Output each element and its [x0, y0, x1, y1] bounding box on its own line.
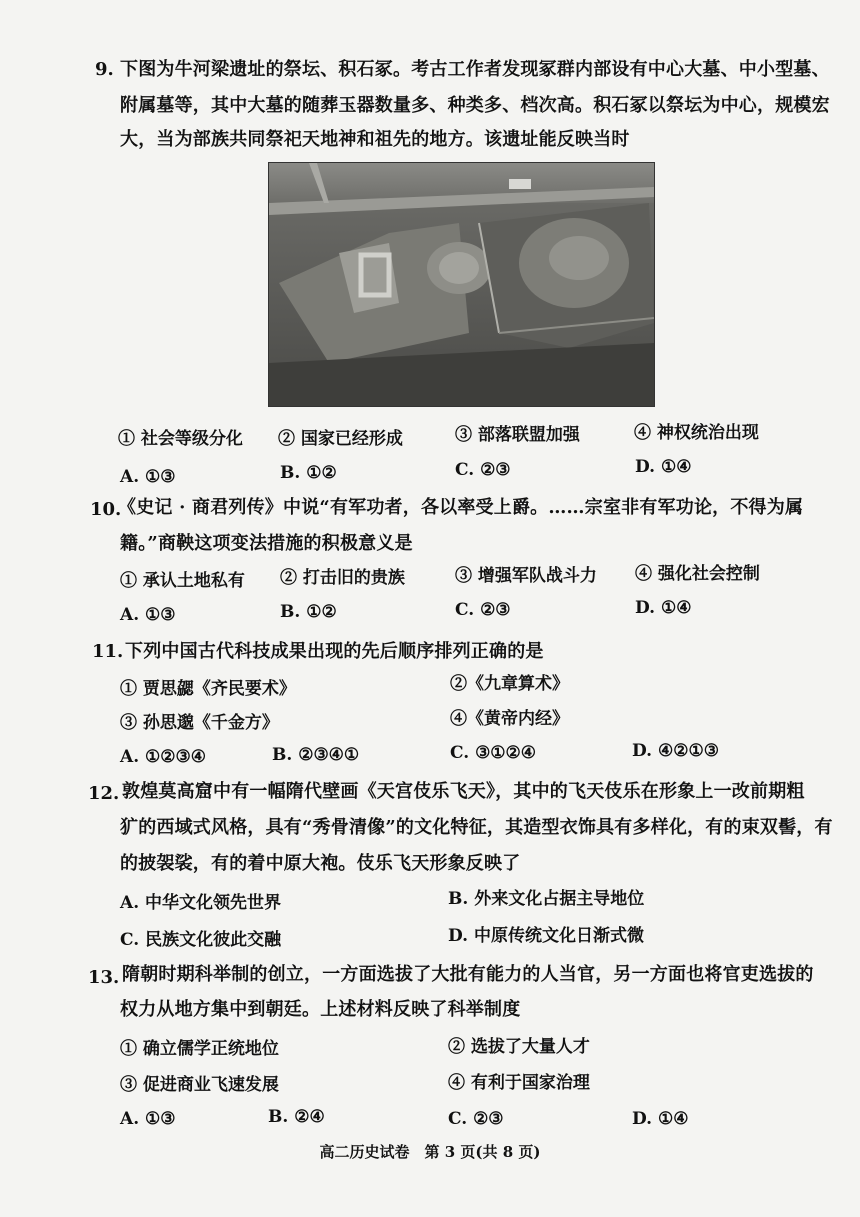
question-text-line: 隋朝时期科举制的创立，一方面选拔了大批有能力的人当官，另一方面也将官吏选拔的	[122, 964, 814, 985]
choice-c[interactable]: C. ②③	[448, 1109, 504, 1129]
question-text-line: 大，当为部族共同祭祀天地神和祖先的地方。该遗址能反映当时	[120, 129, 630, 150]
choice-d[interactable]: D. ④②①③	[632, 741, 719, 761]
choice-a[interactable]: A. 中华文化领先世界	[120, 893, 282, 913]
question-number: 13.	[88, 967, 120, 988]
choice-c[interactable]: C. ③①②④	[450, 743, 537, 763]
statement-item: ② 国家已经形成	[278, 429, 403, 449]
question-text-line: 籍。”商鞅这项变法措施的积极意义是	[120, 533, 413, 554]
question-text-line: 犷的西域式风格，具有“秀骨清像”的文化特征，其造型衣饰具有多样化，有的束双髻，有	[120, 817, 833, 838]
question-text-line: 附属墓等，其中大墓的随葬玉器数量多、种类多、档次高。积石冢以祭坛为中心，规模宏	[120, 95, 830, 116]
choice-b[interactable]: B. ②④	[268, 1107, 325, 1127]
statement-item: ④ 强化社会控制	[635, 564, 760, 584]
choice-b[interactable]: B. ①②	[280, 602, 337, 622]
statement-item: ① 承认土地私有	[120, 571, 245, 591]
choice-d[interactable]: D. 中原传统文化日渐式微	[448, 926, 644, 946]
choice-d[interactable]: D. ①④	[635, 457, 692, 477]
statement-item: ④《黄帝内经》	[450, 709, 569, 729]
question-number: 9.	[95, 59, 114, 80]
choice-b[interactable]: B. ①②	[280, 463, 337, 483]
niuheliang-site-photo	[268, 162, 655, 407]
statement-item: ③ 增强军队战斗力	[455, 566, 597, 586]
question-text-line: 下图为牛河梁遗址的祭坛、积石冢。考古工作者发现冢群内部设有中心大墓、中小型墓、	[120, 59, 830, 80]
statement-item: ④ 有利于国家治理	[448, 1073, 590, 1093]
choice-c[interactable]: C. 民族文化彼此交融	[120, 930, 282, 950]
choice-b[interactable]: B. 外来文化占据主导地位	[448, 889, 645, 909]
choice-d[interactable]: D. ①④	[632, 1109, 689, 1129]
statement-item: ② 选拔了大量人才	[448, 1037, 590, 1057]
choice-a[interactable]: A. ①③	[120, 605, 176, 625]
question-text-line: 的披袈裟，有的着中原大袍。伎乐飞天形象反映了	[120, 853, 521, 874]
statement-item: ②《九章算术》	[450, 674, 569, 694]
question-text-line: 下列中国古代科技成果出现的先后顺序排列正确的是	[125, 641, 544, 662]
choice-a[interactable]: A. ①③	[120, 467, 176, 487]
choice-d[interactable]: D. ①④	[635, 598, 692, 618]
page-footer: 高二历史试卷 第 3 页(共 8 页)	[319, 1143, 541, 1161]
statement-item: ④ 神权统治出现	[634, 423, 759, 443]
choice-a[interactable]: A. ①③	[120, 1109, 176, 1129]
statement-item: ③ 部落联盟加强	[455, 425, 580, 445]
choice-a[interactable]: A. ①②③④	[120, 747, 206, 767]
question-number: 12.	[88, 783, 120, 804]
choice-b[interactable]: B. ②③④①	[272, 745, 360, 765]
question-text-line: 《史记 · 商君列传》中说“有军功者，各以率受上爵。……宗室非有军功论，不得为属	[118, 497, 804, 518]
statement-item: ③ 促进商业飞速发展	[120, 1075, 279, 1095]
question-number: 10.	[90, 499, 122, 520]
statement-item: ② 打击旧的贵族	[280, 568, 405, 588]
question-text-line: 权力从地方集中到朝廷。上述材料反映了科举制度	[120, 999, 521, 1020]
statement-item: ① 确立儒学正统地位	[120, 1039, 279, 1059]
statement-item: ① 贾思勰《齐民要术》	[120, 679, 296, 699]
statement-item: ① 社会等级分化	[118, 429, 243, 449]
statement-item: ③ 孙思邈《千金方》	[120, 713, 279, 733]
question-number: 11.	[92, 641, 124, 662]
choice-c[interactable]: C. ②③	[455, 460, 511, 480]
question-text-line: 敦煌莫高窟中有一幅隋代壁画《天宫伎乐飞天》，其中的飞天伎乐在形象上一改前期粗	[122, 781, 805, 802]
choice-c[interactable]: C. ②③	[455, 600, 511, 620]
